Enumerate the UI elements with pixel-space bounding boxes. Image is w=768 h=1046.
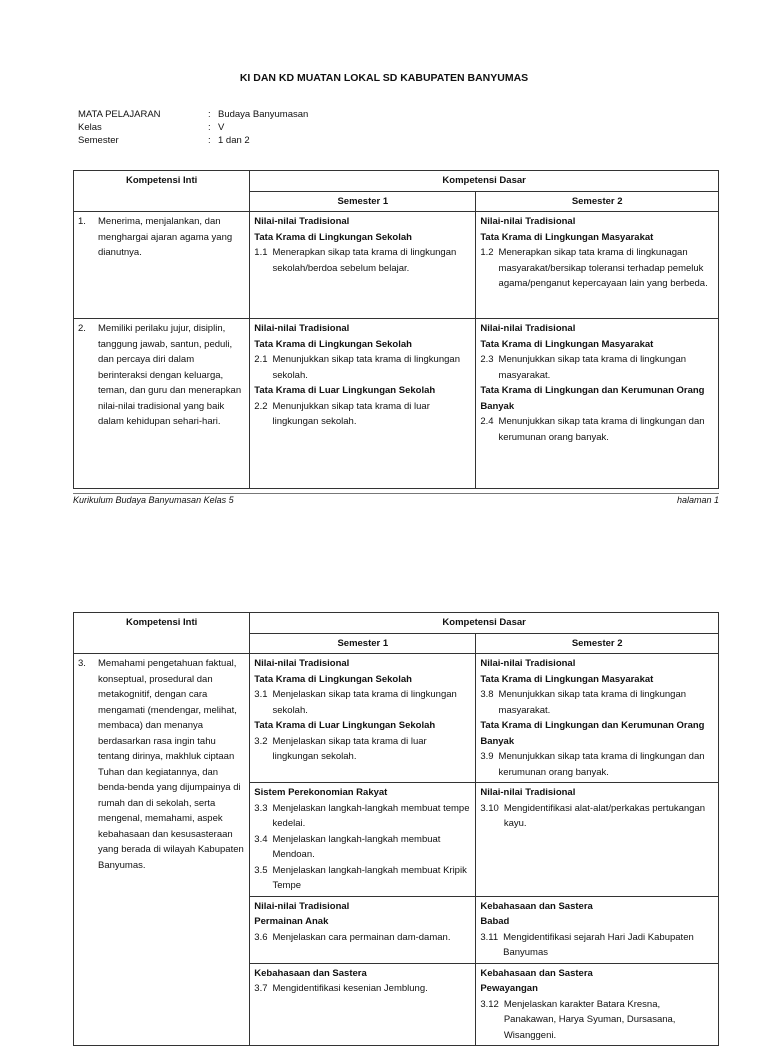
kd-subheading: Tata Krama di Luar Lingkungan Sekolah (254, 720, 436, 731)
kd-heading: Nilai-nilai Tradisional (254, 323, 350, 334)
kd-item: 2.3 Menunjukkan sikap tata krama di lingkungan masyarakat. (480, 354, 687, 381)
meta-row-subject: MATA PELAJARAN : Budaya Banyumasan (78, 109, 309, 120)
kd-subheading: Tata Krama di Luar Lingkungan Sekolah (254, 385, 436, 396)
meta-value: Budaya Banyumasan (218, 109, 309, 120)
kd-item: 3.6 Menjelaskan cara permainan dam-daman. (254, 931, 451, 943)
kd-subheading: Tata Krama di Lingkungan Sekolah (254, 338, 412, 350)
kd-item: 3.7 Mengidentifikasi kesenian Jemblung. (254, 983, 428, 994)
header-semester-2: Semester 2 (476, 191, 719, 212)
kd-item: 3.4 Menjelaskan langkah-langkah membuat Mendoan. (254, 833, 441, 860)
kd-subheading: Permainan Anak (254, 916, 329, 927)
kd-heading: Kebahasaan dan Sastera (480, 967, 593, 979)
ki-item: 2. Memiliki perilaku jujur, disiplin, tanggung jawab, santun, peduli, dan percaya diri dalam berinteraksi dengan keluarga, teman, dan guru dan menerapkan nilai-nilai tradisional yang baik dalam kehidupan sehari-hari. (78, 323, 242, 427)
kd-subheading: Tata Krama di Lingkungan dan Kerumunan Orang Banyak (480, 385, 705, 412)
table-row (74, 654, 719, 783)
meta-row-class: Kelas : V (78, 122, 225, 133)
kd-heading: Nilai-nilai Tradisional (480, 658, 576, 669)
kd-subheading: Tata Krama di Lingkungan Sekolah (254, 231, 412, 243)
meta-value: 1 dan 2 (218, 135, 250, 146)
kd-subheading: Tata Krama di Lingkungan dan Kerumunan Orang Banyak (480, 720, 705, 747)
kd-heading: Kebahasaan dan Sastera (254, 967, 367, 979)
kd-heading: Nilai-nilai Tradisional (480, 323, 576, 334)
kd-heading: Nilai-nilai Tradisional (480, 216, 576, 227)
kd-item: 3.3 Menjelaskan langkah-langkah membuat tempe kedelai. (254, 802, 470, 829)
kd-item: 2.2 Menunjukkan sikap tata krama di luar lingkungan sekolah. (254, 400, 430, 427)
table-row (74, 212, 719, 319)
kd-item: 1.2 Menerapkan sikap tata krama di lingkunagan masyarakat/bersikap toleransi terhadap pemeluk agama/penganut kepercayaan lain yang berbeda. (480, 247, 708, 289)
kd-item: 3.10 Mengidentifikasi alat-alat/perkakas pertukangan kayu. (480, 802, 706, 829)
meta-label: MATA PELAJARAN (78, 109, 161, 120)
kd-subheading: Tata Krama di Lingkungan Masyarakat (480, 338, 654, 350)
footer-title: Kurikulum Budaya Banyumasan Kelas 5 (73, 495, 234, 505)
kd-item: 3.2 Menjelaskan sikap tata krama di luar lingkungan sekolah. (254, 735, 427, 762)
header-kd: Kompetensi Dasar (250, 613, 719, 634)
kd-heading: Kebahasaan dan Sastera (480, 900, 593, 912)
kd-subheading: Pewayangan (480, 983, 538, 994)
meta-value: V (218, 122, 225, 133)
kd-item: 3.1 Menjelaskan sikap tata krama di lingkungan sekolah. (254, 689, 457, 716)
header-semester-2: Semester 2 (476, 633, 719, 654)
kd-heading: Nilai-nilai Tradisional (480, 787, 576, 798)
header-ki: Kompetensi Inti (74, 171, 250, 212)
kd-item: 3.11 Mengidentifikasi sejarah Hari Jadi Kabupaten Banyumas (480, 931, 694, 958)
kd-heading: Sistem Perekonomian Rakyat (254, 787, 388, 798)
meta-row-semester: Semester : 1 dan 2 (78, 135, 250, 146)
page-footer (73, 493, 719, 505)
competency-table-page2 (73, 612, 719, 1046)
kd-item: 3.9 Menunjukkan sikap tata krama di lingkungan dan kerumunan orang banyak. (480, 751, 705, 778)
header-semester-1: Semester 1 (250, 191, 476, 212)
kd-subheading: Tata Krama di Lingkungan Masyarakat (480, 231, 654, 243)
competency-table-page1 (73, 170, 719, 489)
ki-item: 3. Memahami pengetahuan faktual, konseptual, prosedural dan metakognitif, dengan cara mengamati (mendengar, melihat, membaca) dan menanya berdasarkan rasa ingin tahu tentang dirinya, makhluk ciptaan Tuhan dan kegiatannya, dan benda-benda yang dijumpainya di rumah dan di sekolah, serta mengenal, memahami, aspek kebahasaan dan kesusasteraan yang berada di wilayah Kabupaten Banyumas. (78, 658, 244, 871)
kd-subheading: Babad (480, 916, 510, 927)
kd-heading: Nilai-nilai Tradisional (254, 900, 350, 912)
document-title: KI DAN KD MUATAN LOKAL SD KABUPATEN BANYUMAS (239, 72, 529, 84)
kd-item: 3.12 Menjelaskan karakter Batara Kresna, Panakawan, Harya Syuman, Dursasana, Wisanggeni. (480, 998, 676, 1041)
table-row (74, 319, 719, 489)
meta-label: Semester (78, 135, 119, 146)
meta-label: Kelas (78, 122, 102, 133)
kd-item: 2.1 Menunjukkan sikap tata krama di lingkungan sekolah. (254, 354, 460, 381)
kd-heading: Nilai-nilai Tradisional (254, 658, 350, 669)
kd-subheading: Tata Krama di Lingkungan Sekolah (254, 673, 412, 685)
kd-subheading: Tata Krama di Lingkungan Masyarakat (480, 673, 654, 685)
header-ki: Kompetensi Inti (74, 613, 250, 654)
header-semester-1: Semester 1 (250, 633, 476, 654)
kd-heading: Nilai-nilai Tradisional (254, 216, 350, 227)
header-kd: Kompetensi Dasar (250, 171, 719, 192)
ki-item: 1. Menerima, menjalankan, dan menghargai ajaran agama yang dianutnya. (78, 216, 233, 258)
kd-item: 3.5 Menjelaskan langkah-langkah membuat Kripik Tempe (254, 864, 467, 891)
kd-item: 3.8 Menunjukkan sikap tata krama di lingkungan masyarakat. (480, 689, 687, 716)
kd-item: 2.4 Menunjukkan sikap tata krama di lingkungan dan kerumunan orang banyak. (480, 416, 705, 443)
subject-info (78, 108, 308, 147)
kd-item: 1.1 Menerapkan sikap tata krama di lingkungan sekolah/berdoa sebelum belajar. (254, 247, 457, 274)
page-number: halaman 1 (676, 495, 719, 505)
